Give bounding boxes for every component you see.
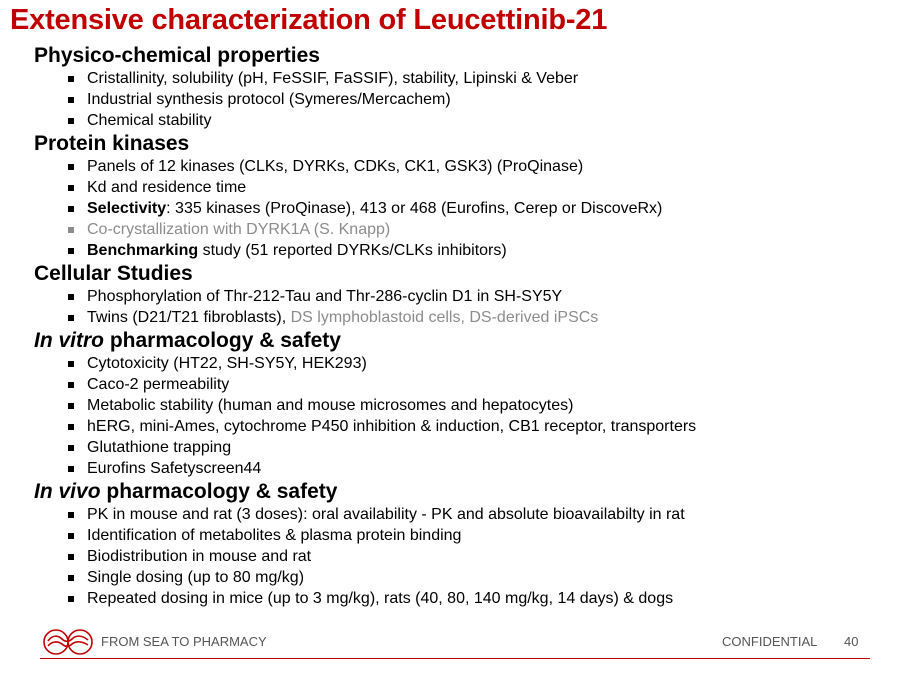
slide-title: Extensive characterization of Leucettinib-21 bbox=[10, 4, 608, 36]
section-in-vivo bbox=[0, 479, 900, 609]
section-heading: Cellular Studies bbox=[34, 262, 193, 285]
list-item: Co-crystallization with DYRK1A (S. Knapp) bbox=[0, 219, 900, 240]
section-in-vitro bbox=[0, 328, 900, 479]
heading-rest: pharmacology & safety bbox=[104, 329, 341, 352]
list-item: Eurofins Safetyscreen44 bbox=[0, 458, 900, 479]
list-item: Cytotoxicity (HT22, SH-SY5Y, HEK293) bbox=[0, 353, 900, 374]
list-item: PK in mouse and rat (3 doses): oral availability - PK and absolute bioavailabilty in rat bbox=[0, 504, 900, 525]
section-protein-kinases bbox=[0, 131, 900, 261]
list-item: Identification of metabolites & plasma protein binding bbox=[0, 525, 900, 546]
section-physico-chemical bbox=[0, 43, 900, 131]
bullet-list bbox=[0, 68, 900, 131]
bullet-list bbox=[0, 156, 900, 261]
list-item: Industrial synthesis protocol (Symeres/Mercachem) bbox=[0, 89, 900, 110]
footer-tagline: FROM SEA TO PHARMACY bbox=[101, 634, 267, 649]
section-heading bbox=[0, 479, 900, 504]
list-item: Caco-2 permeability bbox=[0, 374, 900, 395]
section-heading: Protein kinases bbox=[34, 132, 190, 155]
heading-rest: pharmacology & safety bbox=[100, 480, 338, 503]
bullet-list bbox=[0, 504, 900, 609]
list-item bbox=[0, 307, 900, 328]
list-item: Chemical stability bbox=[0, 110, 900, 131]
list-item: Single dosing (up to 80 mg/kg) bbox=[0, 567, 900, 588]
item-text: : 335 kinases (ProQinase), 413 or 468 (Eurofins, Cerep or DiscoveRx) bbox=[166, 200, 663, 217]
list-item: Glutathione trapping bbox=[0, 437, 900, 458]
footer-confidential: CONFIDENTIAL bbox=[722, 634, 818, 649]
footer-divider bbox=[40, 658, 870, 659]
bullet-list bbox=[0, 286, 900, 328]
section-heading: Physico-chemical properties bbox=[34, 44, 320, 67]
slide-content bbox=[0, 43, 900, 609]
page-number: 40 bbox=[844, 634, 859, 649]
list-item: Kd and residence time bbox=[0, 177, 900, 198]
section-heading bbox=[0, 328, 900, 353]
bold-term: Selectivity bbox=[87, 200, 167, 217]
item-text: Twins (D21/T21 fibroblasts), bbox=[87, 309, 291, 326]
list-item bbox=[0, 198, 900, 219]
list-item: Repeated dosing in mice (up to 3 mg/kg), rats (40, 80, 140 mg/kg, 14 days) & dogs bbox=[0, 588, 900, 609]
heading-italic: In vitro bbox=[34, 329, 105, 352]
item-text-muted: DS lymphoblastoid cells, DS-derived iPSCs bbox=[290, 309, 599, 326]
list-item: hERG, mini-Ames, cytochrome P450 inhibition & induction, CB1 receptor, transporters bbox=[0, 416, 900, 437]
bold-term: Benchmarking bbox=[87, 242, 199, 259]
list-item: Metabolic stability (human and mouse microsomes and hepatocytes) bbox=[0, 395, 900, 416]
list-item: Biodistribution in mouse and rat bbox=[0, 546, 900, 567]
section-cellular-studies bbox=[0, 261, 900, 328]
waves-logo-icon bbox=[42, 628, 96, 656]
item-text: study (51 reported DYRKs/CLKs inhibitors) bbox=[198, 242, 507, 259]
heading-italic: In vivo bbox=[34, 480, 101, 503]
list-item: Panels of 12 kinases (CLKs, DYRKs, CDKs, CK1, GSK3) (ProQinase) bbox=[0, 156, 900, 177]
list-item: Cristallinity, solubility (pH, FeSSIF, FaSSIF), stability, Lipinski & Veber bbox=[0, 68, 900, 89]
list-item: Phosphorylation of Thr-212-Tau and Thr-286-cyclin D1 in SH-SY5Y bbox=[0, 286, 900, 307]
list-item bbox=[0, 240, 900, 261]
bullet-list bbox=[0, 353, 900, 479]
